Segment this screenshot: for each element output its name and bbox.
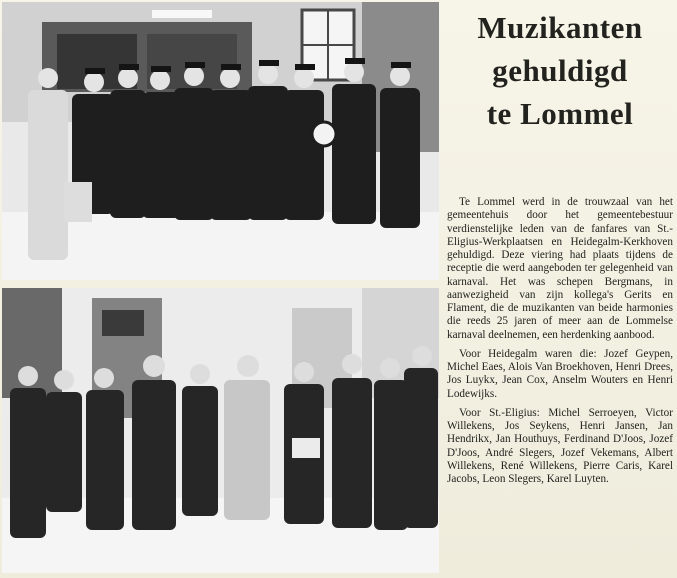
headline — [446, 6, 674, 135]
headline-line-3: te Lommel — [486, 96, 634, 131]
group-photo-top — [2, 2, 439, 280]
article-body — [447, 196, 673, 486]
article-paragraph: Voor St.-Eligius: Michel Serroeyen, Victor Willekens, Jos Seykens, Henri Jansen, Jan Hendrikx, Jan Houthuys, Ferdinand D'Joos, Jozef D'Joos, André Slegers, Jozef Vekemans, Albert Willekens, René Willekens, Pierre Caris, Karel Jacobs, Leon Slegers, Karel Luyten. — [447, 406, 673, 485]
street-group-photo-icon — [2, 288, 439, 573]
group-photo-bottom — [2, 288, 439, 573]
headline-line-2: gehuldigd — [492, 53, 628, 88]
article-paragraph: Te Lommel werd in de trouwzaal van het gemeentehuis door het gemeentebestuur verdienstelijke leden van de fanfares van St.-Eligius-Werkplaatsen en Heidegalm-Kerkhoven gehuldigd. Deze viering had plaats tijdens de receptie die werd aangeboden ter gelegenheid van karnaval. Het was schepen Bergmans, in aanwezigheid van zijn kollega's Gerits en Flament, die de muzikanten van beide harmonies die reeds 25 jaren of meer aan de Lommelse karnaval deelnemen, een herdenking aanbood. — [447, 196, 673, 341]
band-members-photo-icon — [2, 2, 439, 280]
article-paragraph: Voor Heidegalm waren die: Jozef Geypen, Michel Eaes, Alois Van Broekhoven, Henri Drees, Jos Luykx, Jean Cox, Anselm Wouters en Henri Lodewijks. — [447, 347, 673, 400]
headline-line-1: Muzikanten — [477, 10, 643, 45]
